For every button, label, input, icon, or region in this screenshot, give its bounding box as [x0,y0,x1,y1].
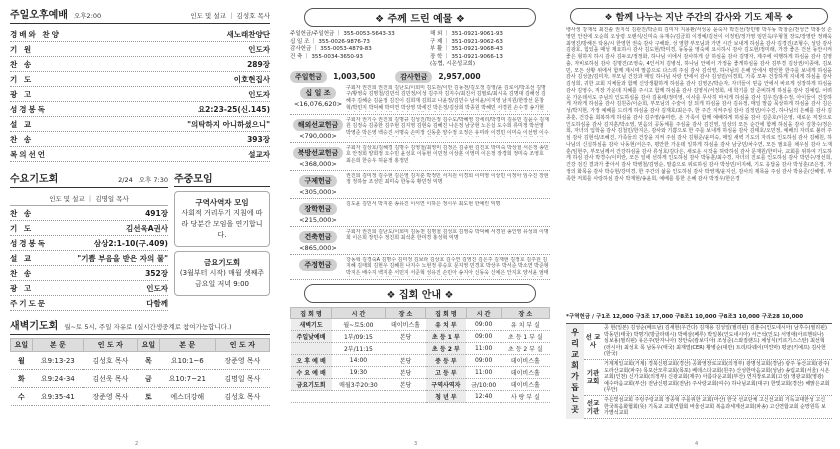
afternoon-service-leader: 인도 및 설교 ｜ 김성호 목사 [190,12,270,20]
order-value: 289장 [247,59,270,69]
mission-category: 선 교 사 [585,333,601,350]
order-value: 새노래찬양단 [226,29,270,39]
wednesday-title: 수요기도회 [10,174,59,185]
offering-label-block [290,85,346,112]
table-cell: 데이비스홀 [385,319,425,331]
order-label: 복의선언 [10,149,47,159]
wednesday-order-row [10,281,168,296]
table-cell: 사 랑 부 실 [501,391,549,403]
service-order-row [10,87,270,102]
table-cell: 본당 [385,379,425,391]
gathering-column-header: 시 간 [332,308,386,319]
service-order-row [10,42,270,57]
order-value: "의탁하지 아니하셨으니" [187,119,270,129]
order-label: 설 교 [10,253,34,263]
offering-item [290,229,550,255]
table-cell: 매월3주20:30 [332,379,386,391]
table-cell: 요9:24-34 [32,370,83,388]
offering-label: 십 일 조 [300,87,335,99]
table-cell: 초 등 2 부 [426,343,466,355]
offering-label: 해외선교헌금 [293,119,344,131]
wednesday-order-row [10,296,168,311]
order-label: 찬 송 [10,208,34,218]
table-cell: 본당 [385,331,425,343]
district-meeting-box [174,191,270,247]
table-cell: 19:30 [332,367,386,379]
table-cell [385,343,425,355]
afternoon-service-header [10,6,270,24]
service-order-row [10,57,270,72]
offering-amount: <790,000> [299,131,337,140]
table-cell: 초 등 1 부 [426,331,466,343]
mission-list-text: 거제제일교회(거제) 경북신평교회(경산) 공화영장로교회(의정부) 광명성교회(경남) 광주 동산교회(광주) 도라산교회(파주) 목포산모루교회(목포) 베데스다교회(원주) 산성한마음교회(성남) 송림교회(서울) 시온교회(인천) 신가교회(의정부) 신광교회(제주) 아름다운교회(부산) 연지장로교회(고성) 영광교회(영광) 예수마음교회(부산) 전남신평교회(전남) 주사랑교회(여수) 하나님교회(대구) 한빛교회(경산) 해맑은교회(무안) [604,360,830,394]
offering-label-block [290,229,346,252]
table-cell: 오 후 예 배 [291,355,332,367]
order-label: 기 도 [10,74,34,84]
sunday-offering-row [290,71,550,83]
wednesday-header [10,170,168,188]
table-row [291,331,550,343]
gathering-table-header [291,308,550,319]
offering-names: 구회자 권진희 권진희 김난도/이희미 김도원/이만 김동천/김오정 김영/윤 김로이/박초선 김명구/황영숙 김명철/김민석 김민정/이성 김주자 김지수/최진서 김필로/최시욱 김명대 김해성 김혜주 김혜순 김윤정 김진이 김희재 김희교 나윤정/김민수 남치윤/이지영 남지원/한장선 문창혁/박민지 박덕혜 박미연 박상영 박세진 박은정/김상희 박종원 박혜민 서경원 손수경 송기현 [346,84,546,111]
table-cell: 본당 [385,367,425,379]
table-cell: 요9:35-41 [32,388,83,406]
thanks-offering-amount: 2,957,000 [438,72,481,81]
table-cell [291,391,332,403]
page-4 [560,0,840,449]
table-cell: 주일낮예배 [291,331,332,343]
wednesday-order-row [10,206,168,221]
weekly-meetings-column [174,170,270,311]
table-cell: 장준영 목사 [215,352,269,370]
wednesday-order-row [10,251,168,266]
wednesday-date: 2/24 [118,176,133,184]
table-cell: 토 [137,388,159,406]
order-value: 이호현집사 [233,74,270,84]
order-label: 성경봉독 [10,238,47,248]
mission-row [584,360,832,396]
order-value: 설교자 [248,149,270,159]
order-value: 요2:23-25(신.145) [197,104,270,114]
order-value: 인도자 [248,44,270,54]
offering-label: 주정헌금 [299,259,336,271]
order-label: 주기도문 [10,298,47,308]
offering-names: 구회자 권진희 김난도/이희미 김동천 김명철 김성호 김영숙 박덕혜 서경원 송인영 유성희 이명희 이은희 장민수 정진희 최석훈 한미경 홍성혁 익명 [346,228,549,242]
mission-category: 기관 교회 [586,369,600,386]
dawn-prayer-table [10,338,270,406]
order-label: 성경봉독 [10,104,47,114]
mission-list [584,324,832,419]
table-row [291,355,550,367]
wednesday-order-row [10,221,168,236]
dawn-prayer-note: 월~토 5시, 주일 자유로 (실시간생중계로 참여가능합니다.) [64,323,232,331]
table-cell: 수 요 예 배 [291,367,332,379]
gathering-column-header: 장 소 [501,308,549,319]
dawn-column-header: 인 도 자 [215,339,269,352]
table-cell: 화 [11,370,33,388]
dawn-prayer-title: 새벽기도회 [10,321,59,332]
order-value: 인도자 [248,89,270,99]
order-value: 인도자 [146,283,168,293]
offering-names: 권진희 김미정 김수현 김은영 김지훈 박정민 서지원 이경희 이미영 이상민 이정아 임수진 장현정 정하늘 조성민 최미숙 한동욱 황민정 익명 [346,172,549,186]
table-cell: 수 [11,388,33,406]
mission-support [566,323,832,419]
table-row [291,343,550,355]
afternoon-service-order [10,27,270,162]
table-cell: 김성호 목사 [215,388,269,406]
table-cell: 새벽기도 [291,319,332,331]
wednesday-time: 오후 7:30 [138,176,168,184]
order-value: 김선욱A권사 [125,223,168,233]
sunday-offering-amount: 1,003,500 [333,72,376,81]
gathering-table [290,307,550,403]
wednesday-prayer-column [10,170,168,311]
table-cell: 금 [137,370,159,388]
table-cell: 요10:7~21 [159,370,215,388]
table-cell [385,391,425,403]
service-order-row [10,117,270,132]
dawn-column-header: 요일 [11,339,33,352]
offering-amount: <16,076,620> [293,99,343,108]
offering-names: 구회자 권기수 권진희 김명규 김성진/박은정 김수도/박혜영 강세리/박경미 김유민 김윤수 김재원 김정숙 김종한 김주현 김지영 김현숙 김혜진 나은정 남궁현 노은실 도수희 류미정 박선영 박영준 박은영 백승진 서명숙 손미정 신동훈 양수정 오정은 유미라 이경민 이미숙 이선영 이수 [346,116,549,137]
table-cell: 2부/11:15 [332,343,386,355]
offering-amount: <368,000> [299,159,337,168]
wednesday-and-weekly-section [10,170,270,311]
order-value: "기쁨 부음을 받은 자의 물" [77,253,168,263]
wednesday-order-row [10,266,168,281]
table-cell: 초 등 1 부 실 [501,331,549,343]
table-cell: 초 등 2 부 실 [501,343,549,355]
table-cell: 유 치 부 실 [501,319,549,331]
mission-row [584,396,832,419]
table-row [291,367,550,379]
table-row [291,379,550,391]
table-row [291,319,550,331]
order-label: 경배와 찬양 [10,29,61,39]
table-row [11,370,270,388]
offering-item [290,145,550,171]
order-value: 삼상2:1-10(구.409) [93,238,168,248]
offering-amount: <305,000> [299,187,337,196]
table-cell: 구역사역자 [426,379,466,391]
table-cell: 11:00 [466,367,501,379]
service-order-row [10,132,270,147]
offerings-title: ❖ 주께 드린 예물 ❖ [304,8,536,27]
order-label: 찬 송 [10,134,34,144]
table-cell: 09:00 [466,355,501,367]
table-row [11,388,270,406]
sunday-offering-label: 주일헌금 [290,71,327,83]
offering-label-block [290,257,346,277]
table-cell: 11:00 [466,343,501,355]
page-2 [0,0,278,449]
service-order-row [10,102,270,117]
table-cell: 청 년 부 [426,391,466,403]
offering-label: 북방선교헌금 [293,147,344,159]
offering-label: 장학헌금 [299,203,336,215]
mission-list-text: 공 현(일본) 김성순(베트남) 김세현(우간다) 김재용 김성일(필리핀) 김춘수(인도네시아) 남후수(필리핀) 박동민(태국) 박명기(방글라데시) 박에삼(페루) 박일봉(인도네시아) 서근석(인도) 서영애(아르헨티나) 심보용(필리핀) 유은주(탄자니아) 장안숙(캄보디아) 조성준(스와질랜드) 채성식(키르기스스탄) 최선혁(러시아) 최성호 목 남동우(태국) 최재열(CER) 황병순(대만) 트리/다웨이(미얀마) 평균(키예프) 김사헌(한국) [604,325,827,358]
table-cell: 데이비스홀 [501,355,549,367]
table-cell: 09:00 [466,331,501,343]
table-cell [291,343,332,355]
table-cell: 목 [137,352,159,370]
afternoon-service-title: 주일오후예배 [10,10,68,21]
table-cell: 김성호 목사 [83,352,137,370]
afternoon-service-time: 오후2:00 [73,12,102,20]
dawn-column-header: 요일 [137,339,159,352]
dawn-column-header: 인 도 자 [83,339,137,352]
order-value: 393장 [247,134,270,144]
service-order-row [10,72,270,87]
prayer-title: ❖ 함께 나누는 지난 주간의 감사와 기도 제목 ❖ [570,8,828,25]
gathering-column-header: 장 소 [385,308,425,319]
district-offering-stats: *구역헌금 / 구1조 12,000 구3조 17,000 구8조1 10,000 구8조3 10,000 구조28 10,000 [566,314,804,320]
table-cell: 1부/09:15 [332,331,386,343]
gathering-column-header: 집 회 명 [426,308,466,319]
table-cell [332,391,386,403]
dawn-table-header [11,339,270,352]
order-label: 광 고 [10,89,34,99]
order-label: 기 원 [10,44,34,54]
offering-label: 건축헌금 [299,231,336,243]
mission-label: 우 리 교 회 가 돕 는 곳 [566,324,584,419]
dawn-prayer-section [10,317,270,406]
table-cell: 데이비스홀 [501,367,549,379]
wednesday-order-row [10,236,168,251]
table-cell: 김명일 목사 [215,370,269,388]
offering-item [290,257,550,280]
wednesday-leader: 인도 및 설교 ｜ 김명일 목사 [10,191,168,206]
offering-names: 구회자 김상호/김혜경 김명수 김영철/최영미 김정은 김종현 김진호 박미숙 박상철 서은정 송민호 안정희 양희정 오수민 윤성호 이동현 이민정 이상훈 이영미 이은정 장경희 정미숙 조영호 최은희 한승우 허윤정 홍정민 [346,144,549,165]
table-cell: 금/10:00 [466,379,501,391]
page-number: 4 [695,441,699,447]
order-value: 352장 [145,268,168,278]
table-row [11,352,270,370]
offering-item [290,85,550,115]
district-meeting-text: 사회적 거리두기 지침에 따라 당분간 모임을 연기합니다. [181,209,263,239]
table-cell: 김선욱 목사 [83,370,137,388]
table-cell: 본당 [385,355,425,367]
table-cell: 금요기도회 [291,379,332,391]
offering-label-block [290,117,346,140]
gathering-title: ❖ 집회 안내 ❖ [304,284,536,303]
service-order-row [10,147,270,162]
dawn-column-header: 본 문 [159,339,215,352]
district-meeting-title: 구역사역자 모임 [195,198,249,207]
account-list-left: 주일헌금/주일헌금 ｜ 355-0053-5643-33 십 일 조 ｜ 355-0026-9876-73 감사헌금 ｜ 355-0053-4879-83 건 축 ｜ 355-0034-3650-93 [290,31,395,60]
account-info [290,31,550,69]
table-cell: 장준영 목사 [83,388,137,406]
offering-label-block [290,145,346,168]
table-cell: 요10:1~6 [159,352,215,370]
friday-prayer-box [174,251,270,296]
table-cell: 월~토5:00 [332,319,386,331]
order-value: 다함께 [146,298,168,308]
mission-category: 선교 기관 [586,398,600,415]
wednesday-order [10,206,168,311]
table-cell: 요9:13-23 [32,352,83,370]
service-order-row [10,27,270,42]
account-list-right: 해 외 ｜ 351-0921-9061-93 구 제 ｜ 351-0921-9062-63 부 활 ｜ 351-0921-9068-43 장 학 ｜ 351-0921-9066-13 (농협, 시온성교회) [430,31,503,67]
dawn-prayer-header [10,317,270,335]
friday-prayer-title: 금요기도회 [203,258,241,267]
page-number: 2 [135,441,139,447]
table-cell: 유 치 부 [426,319,466,331]
dawn-column-header: 본 문 [32,339,83,352]
thanks-offering-label: 감사헌금 [395,71,432,83]
offering-names: 김도윤 김민서 박지훈 송유진 이서연 이하은 정시우 최도현 한예린 익명 [346,200,501,207]
table-cell: 12:40 [466,391,501,403]
order-label: 찬 송 [10,59,34,69]
offering-label-block [290,201,346,224]
order-label: 기 도 [10,223,34,233]
offering-item [290,173,550,199]
table-cell: 데이비스홀 [501,379,549,391]
offering-label-block [290,173,346,196]
offering-item [290,201,550,227]
table-cell: 에스더강해 [159,388,215,406]
weekly-meetings-title: 주중모임 [174,170,270,187]
mission-list-text: 주은빛섬교회 주렁주렁교회 장종혁 주를위한 교회(마산) 한국 선교단체 고신선교회 기독교대한성 고신 한국복음화협회(뜻) 기독교 교회연합회 바울선교회 복음과세계선교회(파송) 고신연합교회 순망원특 보가별석교회 [604,396,826,417]
page-number: 3 [414,441,418,447]
order-label: 광 고 [10,283,34,293]
offering-names: 강동혁 김경숙A 김명수 김미정 김보라 김상호 김수연 김영진 김은주 김재현 김정호 김주원 김지혜 김태희 김현우 김혜원 나지수 노현정 류승호 문지영 민경호 박상우 박서준 박소연 박준형 박지은 배수지 백지훈 서민지 서준혁 성유진 손민아 송지아 신동욱 신예은 안지호 양서윤 엄태 [346,256,549,277]
page-3 [284,0,556,449]
table-cell: 14:00 [332,355,386,367]
gathering-column-header: 시 간 [466,308,501,319]
prayer-text: 뱅사생 강재석 최진솔 권지석 김관진/박준희 김미자 지용환/서성웅 윤숙자 박진선/장민병 박우동 박창순/천성근 박홍성 손영민 안전에 오순희 오상령 오랜식/신미숙 유재수/김금희 이정예/김선이 이정빈/정가영 임민옥/우형철 장도/장영란 정래욱 최영진/방해든 탁용/시 한영헌 권숙 감사 구해와, 성 영향 부모님과 가면 시간 보내게 하심을 감사 김경진/조형수, 성탕 감사 김광호, 힘있을 때성 제요하시 감사 김도현/박미경, 동동을 영숙에 요시하시 감사 김도현/정미래, 가장 좋은 건선 동안시켜 좋은 형하지 하시 감사 김두오/정정화, 하나님 이에서 감사하게 살 하심을 감사 김명자, 제주에 여행하게 하심을 감사 김영출, 자비로하심 감사 김명진/조영숙, 4인서처 김병석, 하나님 안에서 가정을 좋게하심을 감사 김부경 김상권/이종애, 김보민, 모든 상황 위에서 함께 계시며 말씀으로 다스려 주심 감사 김석영, 하나님의 은혜 안에서 평안한 한주를 보내게 하심을 감사 김성균/김미자, 부모님 건강과 매일 하나님 사랑 안에서 감사 김성민/이경희, 가족 모두 건강하게 지내게 하심을 감사 김성희, 귀한 교회 지체들과 함께 신앙생활하게 하심을 감사 김영곤/박순자, 자녀들이 믿음 안에서 바르게 성장하게 하심을 감사 김영수, 직장 가운데 지혜를 주시고 함께 하심을 감사 김영식/서정희, 새 학기를 잘 준비하게 하심을 감사 김예림, 어려운 가운데서도 주님의 인도하심을 감사 김용태/정미영, 이사를 무사히 마치게 하심을 감사 김우진/홍수정, 아이들이 건강하게 자라게 하심을 감사 김원중/이순희, 부모님의 수술이 잘 되게 하심을 감사 김유정, 매일 말씀 묵상하게 하심을 감사 김은성/박지현, 가정 예배를 드리게 하심을 감사 김재호/최은주, 한 주간 지켜주심 감사 김정민/이수진, 하나님의 은혜를 감사 김종훈, 건강을 회복하게 하심을 감사 김주영/송미란, 온 가족이 함께 예배하게 하심을 감사 김준호/이은영, 새로운 직장으로 인도하심을 감사 김지훈/박소영, 믿음의 공동체를 주심을 감사 김진영, 일상의 모든 순간에 함께 하심을 감사 김창수/정은희, 자녀의 입학을 감사 김철민/한지은, 감사와 기쁨으로 한 주를 보내게 하심을 감사 김태호/오민정, 예배의 자리로 불러 주심 감사 김현석/조혜진, 가족들의 건강을 지켜 주심 감사 김형준/윤미숙, 매일 새벽 기도의 자리로 인도하심 감사 김혜원, 하나님의 신실하심을 감사 나동현/서은주, 평안한 가운데 일하게 하심을 감사 남궁민/차수연, 모든 필요를 채우심 감사 노재훈/임현주, 부모님께서 건강하심을 감사 류성호/김다은, 새로운 시작을 허락하심 감사 문재원/한미나, 교회를 위하여 기도하게 하심 감사 박경수/이미란, 모든 일에 선하게 인도하심 감사 박동훈/최수경, 자녀의 진로를 인도하심 감사 박민수/정선희, 건강 검진 결과가 좋아서 감사 박병철/김영순, 말씀으로 위로하심 감사 박상민/이지혜, 기도 응답을 감사 박성훈/조은정, 가정의 화목을 감사 박승현/강미경, 한 주간의 삶을 인도하심 감사 박영재/윤지선, 감사의 제목을 주심 감사 박용준/신혜영, 부족한 저희를 사랑하심 감사 박재현/송윤희, 예배를 통한 은혜 감사 박정우/한은경 [566,27,832,182]
mission-row [584,324,832,360]
table-cell: 중 등 부 [426,355,466,367]
order-value: 491장 [145,208,168,218]
offering-list [290,85,550,281]
offering-amount: <865,000> [299,243,337,252]
offering-item [290,117,550,143]
order-label: 찬 송 [10,268,34,278]
gathering-column-header: 집 회 명 [291,308,332,319]
order-label: 설 교 [10,119,34,129]
offering-amount: <215,000> [299,215,337,224]
offering-label: 구제헌금 [299,175,336,187]
table-cell: 월 [11,352,33,370]
table-row [291,391,550,403]
table-cell: 고 등 부 [426,367,466,379]
table-cell: 09:00 [466,319,501,331]
friday-prayer-text: (3월부터 시작) 매월 셋째주 금요일 저녁 9:00 [179,269,265,288]
